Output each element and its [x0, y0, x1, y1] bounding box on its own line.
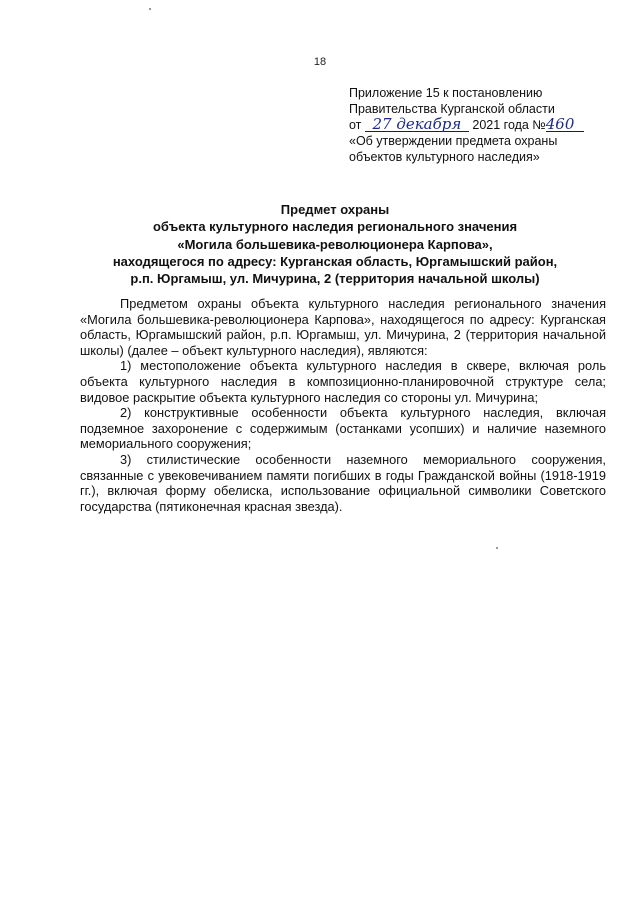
- appendix-from-label: от: [349, 118, 362, 132]
- appendix-year-label: 2021 года №: [472, 118, 546, 132]
- appendix-line-1: Приложение 15 к постановлению: [349, 86, 543, 100]
- handwritten-number: 460: [546, 118, 584, 132]
- title-line-5: р.п. Юргамыш, ул. Мичурина, 2 (территория начальной школы): [130, 271, 540, 287]
- appendix-line-5: объектов культурного наследия»: [349, 150, 540, 164]
- title-line-4: находящегося по адресу: Курганская область, Юргамышский район,: [112, 253, 558, 269]
- item-1-paragraph: 1) местоположение объекта культурного наследия в сквере, включая роль объекта культурного наследия в композиционно-планировочной структуре села; видовое раскрытие объекта культурного наследия со стороны ул. Мичурина;: [80, 358, 606, 405]
- appendix-line-4: «Об утверждении предмета охраны: [349, 134, 558, 148]
- title-line-2: объекта культурного наследия регионального значения: [152, 219, 518, 235]
- handwritten-date: 27 декабря: [365, 118, 469, 132]
- document-body: [80, 296, 606, 514]
- item-3-paragraph: 3) стилистические особенности наземного мемориального сооружения, связанные с увековечиванием памяти погибших в годы Гражданской войны (1918-1919 гг.), включая форму обелиска, использование официальной символики Советского государства (пятиконечная красная звезда).: [80, 451, 606, 514]
- intro-paragraph: Предметом охраны объекта культурного наследия регионального значения «Могила большевика-революционера Карпова», находящегося по адресу: Курганская область, Юргамышский район, р.п. Юргамыш, ул. Мичурина, 2 (территория начальной школы) (далее – объект культурного наследия), являются:: [80, 296, 606, 358]
- appendix-line-3: [349, 117, 609, 133]
- item-2-paragraph: 2) конструктивные особенности объекта культурного наследия, включая подземное захоронение с содержимым (останками усопших) и наличие наземного мемориального сооружения;: [80, 405, 606, 452]
- title-line-1: Предмет охраны: [280, 202, 390, 217]
- page-number: 18: [313, 56, 327, 68]
- scan-speck: [149, 8, 151, 10]
- document-title: [80, 201, 590, 287]
- scan-speck: [496, 547, 498, 549]
- title-line-3: «Могила большевика-революционера Карпова»,: [177, 236, 493, 252]
- appendix-block: [349, 85, 609, 165]
- appendix-line-2: Правительства Курганской области: [349, 102, 555, 116]
